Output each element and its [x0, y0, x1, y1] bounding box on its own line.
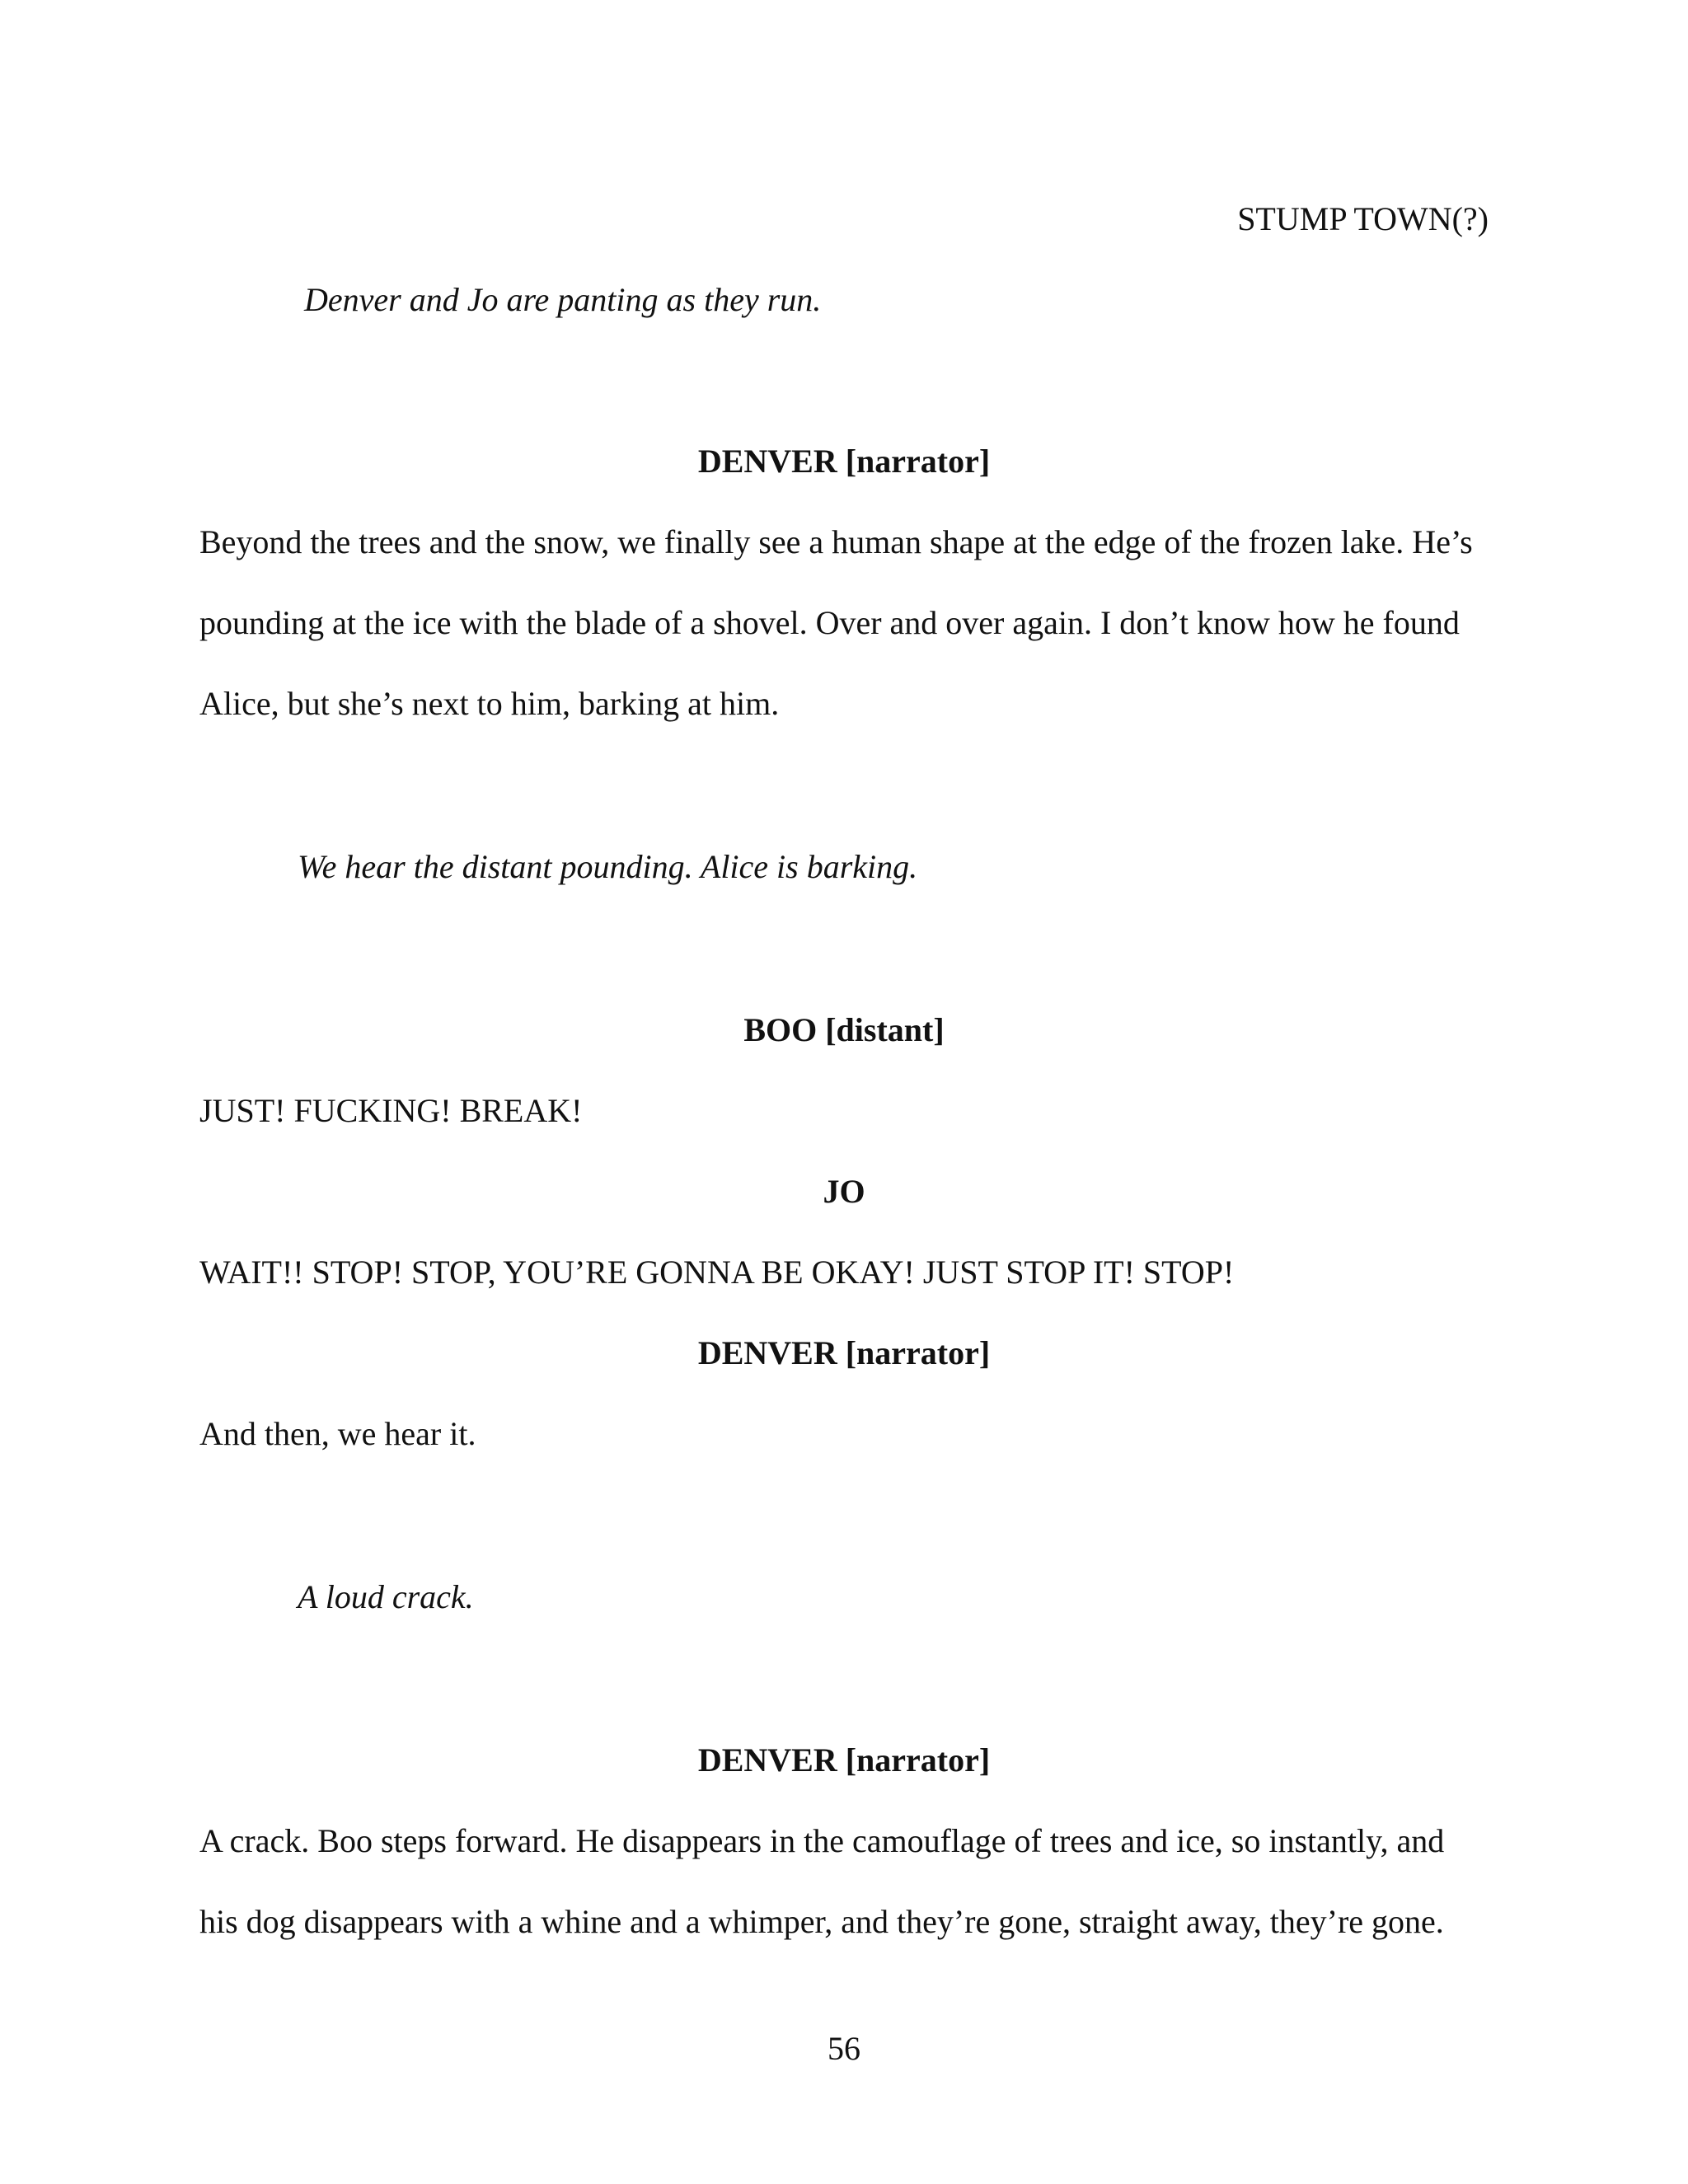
- character-name: BOO [distant]: [743, 1011, 945, 1048]
- dialogue-line: JUST! FUCKING! BREAK!: [199, 1092, 583, 1129]
- stage-direction: We hear the distant pounding. Alice is barking.: [298, 848, 918, 885]
- stage-direction: A loud crack.: [298, 1578, 474, 1615]
- dialogue-line: And then, we hear it.: [199, 1415, 476, 1452]
- page-number: 56: [828, 2030, 860, 2067]
- dialogue-line: WAIT!! STOP! STOP, YOU’RE GONNA BE OKAY! JUST STOP IT! STOP!: [199, 1254, 1235, 1291]
- dialogue-line: pounding at the ice with the blade of a shovel. Over and over again. I don’t know how he found: [199, 604, 1460, 641]
- dialogue-line: Beyond the trees and the snow, we finally see a human shape at the edge of the frozen lake. He’s: [199, 523, 1473, 560]
- character-name: DENVER [narrator]: [697, 1741, 991, 1779]
- dialogue-line: his dog disappears with a whine and a whimper, and they’re gone, straight away, they’re gone.: [199, 1903, 1444, 1940]
- stage-direction: Denver and Jo are panting as they run.: [304, 281, 822, 318]
- dialogue-line: Alice, but she’s next to him, barking at him.: [199, 685, 780, 722]
- character-name: DENVER [narrator]: [697, 1334, 991, 1371]
- dialogue-line: A crack. Boo steps forward. He disappears in the camouflage of trees and ice, so instantly, and: [199, 1822, 1445, 1859]
- character-name: DENVER [narrator]: [697, 443, 991, 480]
- running-header: STUMP TOWN(?): [1237, 200, 1489, 237]
- character-name: JO: [823, 1173, 865, 1210]
